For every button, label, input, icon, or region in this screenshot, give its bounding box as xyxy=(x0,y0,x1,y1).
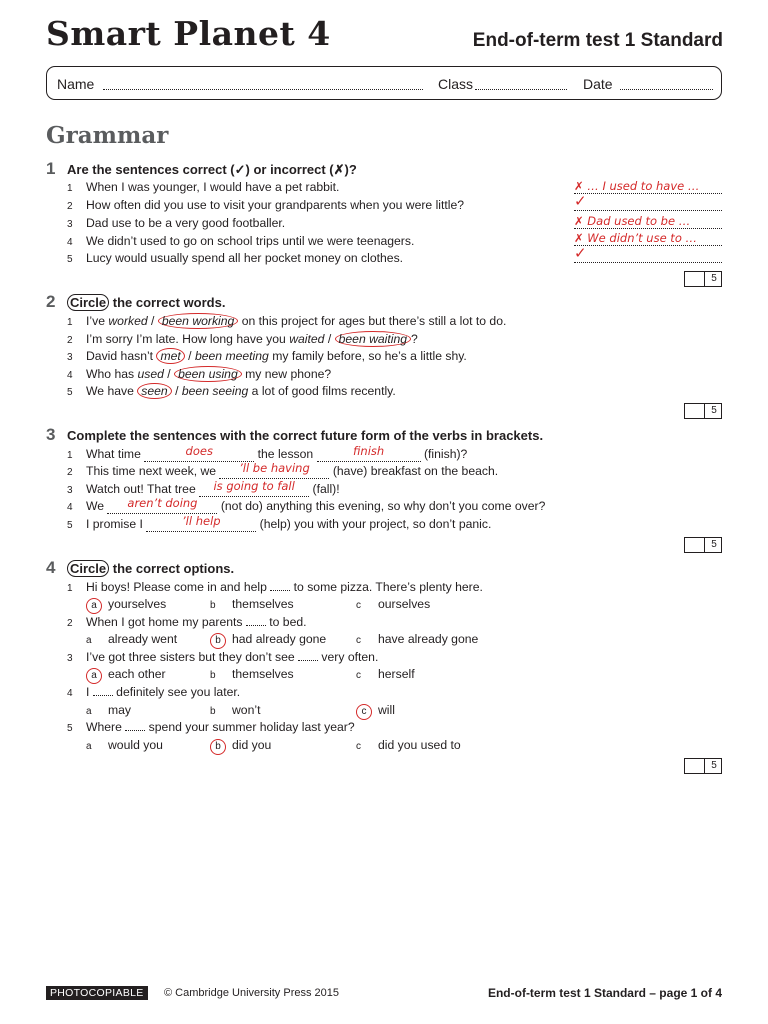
answer-line[interactable] xyxy=(574,192,722,211)
handwritten-answer: finish xyxy=(352,444,385,458)
instruction-text: the correct options. xyxy=(109,561,235,576)
option-separator: / xyxy=(163,367,175,381)
item-text: I promise I xyxy=(86,517,147,531)
option-letter-circled: b xyxy=(210,633,226,649)
class-field[interactable] xyxy=(475,89,567,90)
item-text: We have xyxy=(86,384,138,398)
question-item xyxy=(67,479,340,497)
item-text: to some pizza. There’s plenty here. xyxy=(290,580,483,594)
item-number: 3 xyxy=(67,352,73,363)
option-word-circled[interactable]: met xyxy=(156,348,184,364)
option-text: herself xyxy=(378,667,415,681)
item-text: (have) breakfast on the beach. xyxy=(329,464,499,478)
item-number: 2 xyxy=(67,335,73,346)
handwritten-answer: does xyxy=(185,444,213,458)
option-text: already went xyxy=(108,632,178,646)
score-total: 5 xyxy=(704,759,723,773)
option-a[interactable] xyxy=(86,667,166,684)
score-box[interactable] xyxy=(684,271,722,287)
copyright-text: © Cambridge University Press 2015 xyxy=(164,987,340,999)
item-text: Where xyxy=(86,720,126,734)
option-text: yourselves xyxy=(108,597,167,611)
item-text: (fall)! xyxy=(309,482,340,496)
option-text: did you used to xyxy=(378,738,461,752)
item-number: 1 xyxy=(67,450,73,461)
option-b[interactable] xyxy=(210,703,260,717)
item-number: 3 xyxy=(67,653,73,664)
student-info-box xyxy=(46,66,722,100)
option-letter-circled: a xyxy=(86,668,102,684)
handwritten-answer: ✗ Dad used to be … xyxy=(574,214,691,228)
option-a[interactable] xyxy=(86,703,131,717)
item-number: 4 xyxy=(67,370,73,381)
score-box[interactable] xyxy=(684,758,722,774)
item-text: What time xyxy=(86,447,145,461)
option-text: ourselves xyxy=(378,597,431,611)
question-item xyxy=(67,349,467,363)
item-number: 5 xyxy=(67,254,73,265)
gap-field[interactable] xyxy=(317,444,421,462)
item-text: Lucy would usually spend all her pocket money on clothes. xyxy=(86,251,404,265)
item-text: When I was younger, I would have a pet rabbit. xyxy=(86,180,340,194)
question-item xyxy=(67,180,339,194)
option-letter: c xyxy=(356,635,361,646)
item-text: (finish)? xyxy=(420,447,468,461)
option-b[interactable] xyxy=(210,597,294,611)
item-text: I’ve got three sisters but they don’t see xyxy=(86,650,299,664)
handwritten-answer: aren’t doing xyxy=(127,496,198,510)
item-text: David hasn’t xyxy=(86,349,157,363)
option-text: did you xyxy=(232,738,272,752)
score-box[interactable] xyxy=(684,537,722,553)
option-separator: / xyxy=(147,314,158,328)
item-number: 5 xyxy=(67,723,73,734)
item-text: We xyxy=(86,499,108,513)
page-number: End-of-term test 1 Standard – page 1 of 4 xyxy=(487,986,722,1000)
option-separator: / xyxy=(184,349,195,363)
option-separator: / xyxy=(171,384,182,398)
option-b[interactable] xyxy=(210,667,294,681)
item-text: my family before, so he’s a little shy. xyxy=(268,349,467,363)
handwritten-answer: ’ll help xyxy=(182,514,221,528)
gap-field[interactable] xyxy=(144,444,254,462)
option-c[interactable] xyxy=(356,632,478,646)
option-text: themselves xyxy=(232,667,294,681)
gap-field[interactable] xyxy=(146,514,256,532)
exercise-number: 4 xyxy=(46,558,56,577)
item-number: 4 xyxy=(67,502,73,513)
option-letter: b xyxy=(210,706,216,717)
item-number: 4 xyxy=(67,237,73,248)
item-text: When I got home my parents xyxy=(86,615,246,629)
item-text: a lot of good films recently. xyxy=(248,384,396,398)
question-item xyxy=(67,384,396,398)
question-item xyxy=(67,198,464,212)
option-word-circled[interactable]: been using xyxy=(174,366,242,382)
item-number: 1 xyxy=(67,183,73,194)
name-label: Name xyxy=(57,76,95,92)
option-text: each other xyxy=(108,667,166,681)
item-text: spend your summer holiday last year? xyxy=(145,720,355,734)
option-letter: b xyxy=(210,670,216,681)
item-text: I’m sorry I’m late. How long have you xyxy=(86,332,290,346)
item-text: definitely see you later. xyxy=(112,685,241,699)
gap-field xyxy=(270,590,290,591)
option-text: have already gone xyxy=(378,632,479,646)
item-text: (not do) anything this evening, so why don’t you come over? xyxy=(217,499,546,513)
item-number: 2 xyxy=(67,618,73,629)
answer-line[interactable] xyxy=(574,214,722,229)
brand-title: Smart Planet 4 xyxy=(46,14,331,53)
question-item xyxy=(67,314,506,328)
score-total: 5 xyxy=(704,404,723,418)
option-text: themselves xyxy=(232,597,294,611)
question-item xyxy=(67,685,240,699)
item-number: 3 xyxy=(67,485,73,496)
item-number: 5 xyxy=(67,520,73,531)
gap-field[interactable] xyxy=(199,479,309,497)
item-number: 2 xyxy=(67,201,73,212)
answer-line[interactable] xyxy=(574,231,722,246)
option-text: may xyxy=(108,703,132,717)
item-text: very often. xyxy=(318,650,379,664)
name-field[interactable] xyxy=(103,89,423,90)
question-item xyxy=(67,251,403,265)
option-text: won’t xyxy=(232,703,261,717)
item-text: I’ve xyxy=(86,314,109,328)
exercise-instruction: Complete the sentences with the correct future form of the verbs in brackets. xyxy=(67,428,544,443)
option-b[interactable] xyxy=(210,632,326,649)
question-item xyxy=(67,514,492,532)
answer-line[interactable] xyxy=(574,179,722,194)
item-text: Dad use to be a very good footballer. xyxy=(86,216,286,230)
option-letter: a xyxy=(86,635,92,646)
exercise-instruction xyxy=(67,561,234,576)
option-c[interactable] xyxy=(356,738,461,752)
option-a[interactable] xyxy=(86,597,166,614)
page-footer xyxy=(46,986,722,1002)
handwritten-answer: is going to fall xyxy=(213,479,295,493)
option-letter-circled: b xyxy=(210,739,226,755)
question-item xyxy=(67,650,378,664)
gap-field xyxy=(93,695,113,696)
photocopiable-tag: PHOTOCOPIABLE xyxy=(46,986,148,1000)
question-item xyxy=(67,580,483,594)
item-text: my new phone? xyxy=(241,367,332,381)
gap-field xyxy=(298,660,318,661)
item-number: 1 xyxy=(67,317,73,328)
option-b[interactable] xyxy=(210,738,271,755)
section-title: Grammar xyxy=(46,122,169,149)
option-a[interactable] xyxy=(86,632,177,646)
gap-field[interactable] xyxy=(107,496,217,514)
item-text: I xyxy=(86,685,93,699)
gap-field[interactable] xyxy=(219,461,329,479)
exercise-number: 1 xyxy=(46,159,56,178)
class-label: Class xyxy=(438,76,474,92)
option-text: will xyxy=(378,703,395,717)
question-item xyxy=(67,234,414,248)
exercise-number: 2 xyxy=(46,292,56,311)
score-total: 5 xyxy=(704,272,723,286)
option-word[interactable]: worked xyxy=(108,314,148,328)
option-word-circled[interactable]: seen xyxy=(137,383,171,399)
item-number: 5 xyxy=(67,387,73,398)
item-number: 3 xyxy=(67,219,73,230)
gap-field xyxy=(246,625,266,626)
date-label: Date xyxy=(583,76,613,92)
option-letter-circled: c xyxy=(356,704,372,720)
item-text: This time next week, we xyxy=(86,464,220,478)
handwritten-answer: ✗ We didn’t use to … xyxy=(574,231,698,245)
item-text: How often did you use to visit your grandparents when you were little? xyxy=(86,198,465,212)
item-text: Who has xyxy=(86,367,138,381)
item-text: Hi boys! Please come in and help xyxy=(86,580,271,594)
option-letter: c xyxy=(356,741,361,752)
question-item xyxy=(67,720,355,734)
option-word-circled[interactable]: been working xyxy=(158,313,239,329)
circle-word: Circle xyxy=(67,294,109,311)
item-number: 1 xyxy=(67,583,73,594)
question-item xyxy=(67,444,468,462)
option-letter: b xyxy=(210,600,216,611)
answer-line[interactable] xyxy=(574,244,722,263)
option-word[interactable]: used xyxy=(137,367,164,381)
question-item xyxy=(67,332,418,346)
question-item xyxy=(67,461,499,479)
item-text: We didn’t used to go on school trips until we were teenagers. xyxy=(86,234,415,248)
item-text: (help) you with your project, so don’t panic. xyxy=(256,517,492,531)
option-letter: a xyxy=(86,706,92,717)
option-c[interactable] xyxy=(356,703,395,720)
question-item xyxy=(67,615,307,629)
option-c[interactable] xyxy=(356,667,415,681)
option-c[interactable] xyxy=(356,597,430,611)
handwritten-answer: ✓ xyxy=(574,244,587,262)
circle-word: Circle xyxy=(67,560,109,577)
question-item xyxy=(67,496,546,514)
instruction-text: the correct words. xyxy=(109,295,226,310)
option-text: had already gone xyxy=(232,632,327,646)
question-item xyxy=(67,367,331,381)
option-word[interactable]: been seeing xyxy=(181,384,249,398)
item-text: Watch out! That tree xyxy=(86,482,200,496)
option-word-circled[interactable]: been waiting xyxy=(335,331,411,347)
score-total: 5 xyxy=(704,538,723,552)
option-letter-circled: a xyxy=(86,598,102,614)
option-a[interactable] xyxy=(86,738,163,752)
option-letter: a xyxy=(86,741,92,752)
handwritten-answer: ✗ … I used to have … xyxy=(574,179,700,193)
gap-field xyxy=(125,730,145,731)
date-field[interactable] xyxy=(620,89,713,90)
option-letter: c xyxy=(356,600,361,611)
item-number: 2 xyxy=(67,467,73,478)
item-text: to bed. xyxy=(265,615,307,629)
option-separator: / xyxy=(324,332,335,346)
score-box[interactable] xyxy=(684,403,722,419)
exercise-instruction xyxy=(67,295,225,310)
exercise-number: 3 xyxy=(46,425,56,444)
item-text: the lesson xyxy=(254,447,317,461)
item-text: on this project for ages but there’s still a lot to do. xyxy=(238,314,507,328)
test-title: End-of-term test 1 Standard xyxy=(472,30,723,51)
option-word[interactable]: waited xyxy=(289,332,325,346)
question-item xyxy=(67,216,285,230)
option-text: would you xyxy=(108,738,163,752)
item-text: ? xyxy=(411,332,418,346)
item-number: 4 xyxy=(67,688,73,699)
exercise-instruction: Are the sentences correct (✓) or incorrect (✗)? xyxy=(67,162,357,177)
option-letter: c xyxy=(356,670,361,681)
handwritten-answer: ’ll be having xyxy=(239,461,310,475)
option-word[interactable]: been meeting xyxy=(194,349,269,363)
handwritten-answer: ✓ xyxy=(574,192,587,210)
